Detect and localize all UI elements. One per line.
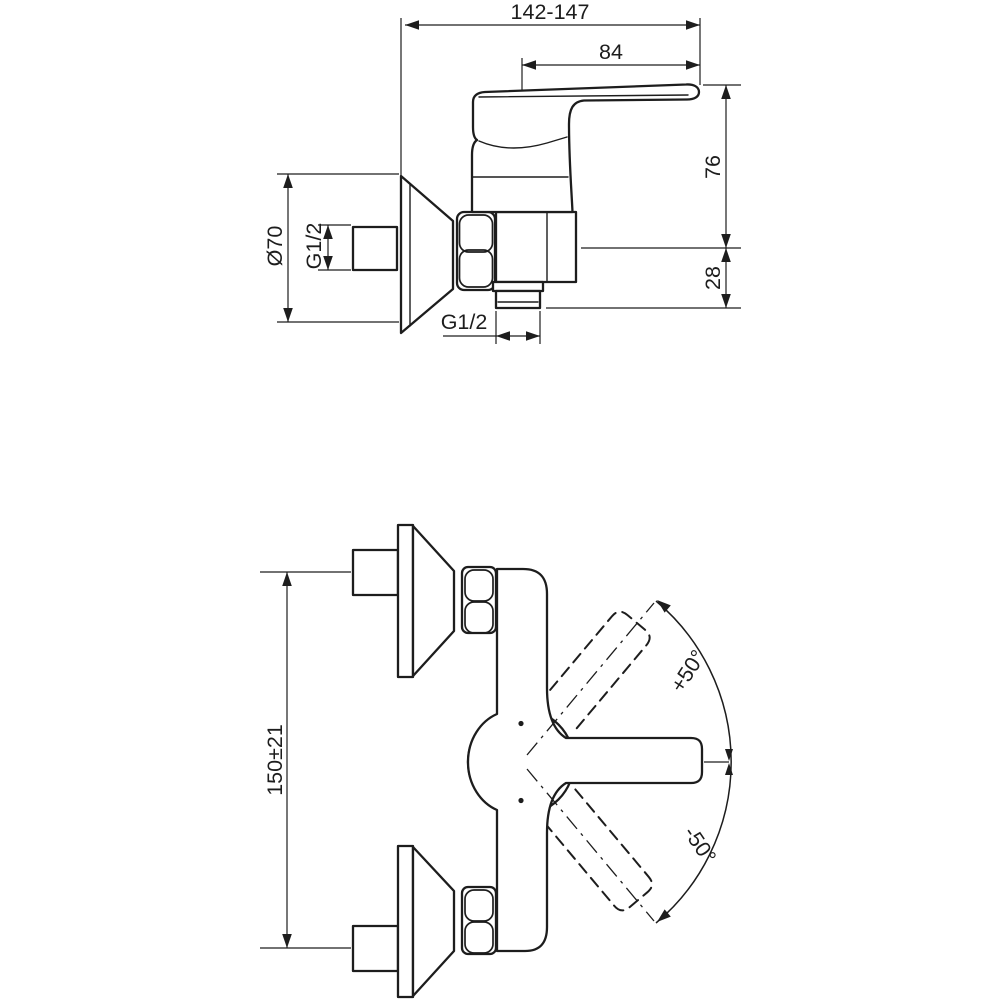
outlet-spout: [493, 282, 543, 308]
body-and-handle-front: [468, 569, 702, 951]
angle-label-minus-50: -50°: [678, 821, 721, 869]
dim-escutcheon-diameter-label: Ø70: [263, 225, 287, 267]
dim-body-height-label: 76: [701, 155, 725, 179]
top-mounting-nut: [462, 567, 496, 633]
hub-dot-bottom: [518, 798, 523, 803]
top-escutcheon-cone: [413, 526, 454, 676]
bottom-wall-stub: [353, 926, 398, 971]
bottom-escutcheon-cone: [413, 847, 454, 996]
angle-label-plus-50: +50°: [665, 645, 711, 697]
zero-position-marker: [704, 749, 733, 775]
bottom-mounting-nut: [462, 887, 496, 954]
dim-outlet-thread-label: G1/2: [440, 310, 488, 334]
bottom-escutcheon-flange: [398, 846, 413, 997]
front-view: [260, 525, 733, 997]
dim-inlet-thread-label: G1/2: [302, 222, 326, 270]
top-escutcheon-flange: [398, 525, 413, 677]
top-wall-stub: [353, 550, 398, 595]
handle-position-plus-50: [539, 608, 654, 733]
valve-base-block: [496, 212, 576, 282]
dim-lever-length-label: 84: [599, 40, 623, 64]
side-view: [263, 0, 741, 344]
valve-body-and-lever: [472, 84, 699, 212]
dim-width-label: 142-147: [510, 0, 590, 24]
inlet-wall-stub: [353, 227, 397, 270]
hub-dot-top: [518, 721, 523, 726]
top-connection: [353, 525, 496, 677]
mounting-nut: [457, 212, 495, 290]
dim-outlet-height-label: 28: [701, 266, 725, 290]
bottom-connection: [353, 846, 496, 997]
dim-connection-distance-label: 150±21: [263, 724, 287, 796]
handle-position-minus-50: [541, 789, 656, 914]
